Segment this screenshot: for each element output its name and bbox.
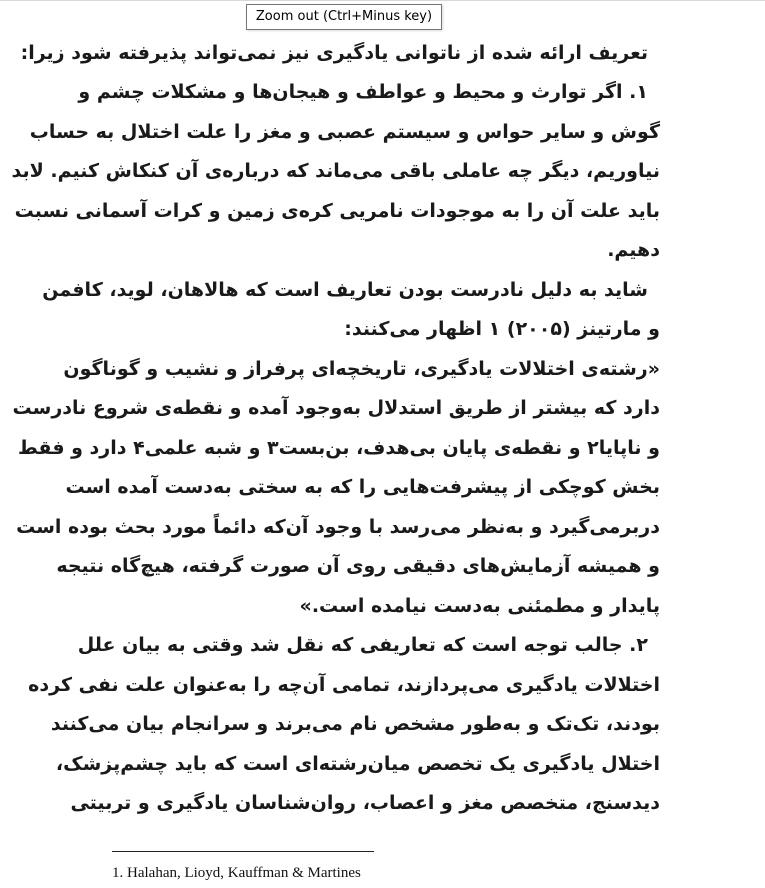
text-line-9: «رشته‌ی اختلالات یادگیری، تاریخچه‌ای پرفراز و نشیب و گوناگون [63, 358, 660, 380]
text-line-13: دربرمی‌گیرد و به‌نظر می‌رسد با وجود آن‌که دائماً مورد بحث بوده است [16, 516, 660, 538]
text-line-17: اختلالات یادگیری می‌پردازند، تمامی آن‌چه را به‌عنوان علت نفی کرده [28, 674, 660, 696]
footnote-1: 1. Halahan, Lioyd, Kauffman & Martines [112, 865, 361, 881]
text-line-3: گوش و سایر حواس و سیستم عصبی و مغز را علت اختلال به حساب [29, 121, 660, 143]
text-line-2: ۱. اگر توارث و محیط و عواطف و هیجان‌ها و مشکلات چشم و [78, 81, 648, 103]
footnote-divider [112, 851, 374, 852]
text-line-4: نیاوریم، دیگر چه عاملی باقی می‌ماند که درباره‌ی آن کنکاش کنیم. لابد [11, 160, 660, 182]
document-page [11, 10, 660, 888]
text-line-10: دارد که بیشتر از طریق استدلال به‌وجود آمده و نقطه‌ی شروع نادرست [12, 397, 660, 419]
text-line-15: پایدار و مطمئنی به‌دست نیامده است.» [299, 595, 660, 617]
text-line-12: بخش کوچکی از پیشرفت‌هایی را که به سختی به‌دست آمده است [65, 476, 660, 498]
text-line-5: باید علت آن را به موجودات نامریی کره‌ی زمین و کرات آسمانی نسبت [14, 200, 660, 222]
text-line-14: و همیشه آزمایش‌های دقیقی روی آن صورت گرفته، هیچ‌گاه نتیجه [56, 555, 660, 577]
text-line-19: اختلال یادگیری یک تخصص میان‌رشته‌ای است که باید چشم‌پزشک، [55, 753, 660, 775]
text-line-8: و مارتینز (۲۰۰۵) ۱ اظهار می‌کنند: [344, 318, 660, 340]
text-line-11: و ناپایا۲ و نقطه‌ی پایان بی‌هدف، بن‌بست۳ و شبه علمی۴ دارد و فقط [18, 437, 660, 459]
zoom-out-tooltip: Zoom out (Ctrl+Minus key) [246, 4, 442, 30]
text-line-1: تعریف ارائه شده از ناتوانی یادگیری نیز نمی‌تواند پذیرفته شود زیرا: [20, 42, 648, 64]
text-line-6: دهیم. [607, 239, 660, 261]
text-line-16: ۲. جالب توجه است که تعاریفی که نقل شد وقتی به بیان علل [77, 634, 648, 656]
text-line-18: بودند، تک‌تک و به‌طور مشخص نام می‌برند و سرانجام بیان می‌کنند [50, 713, 660, 735]
text-line-20: دیدسنج، متخصص مغز و اعصاب، روان‌شناسان یادگیری و تربیتی [70, 792, 660, 814]
text-line-7: شاید به دلیل نادرست بودن تعاریف است که هالاهان، لوید، کافمن [42, 279, 648, 301]
